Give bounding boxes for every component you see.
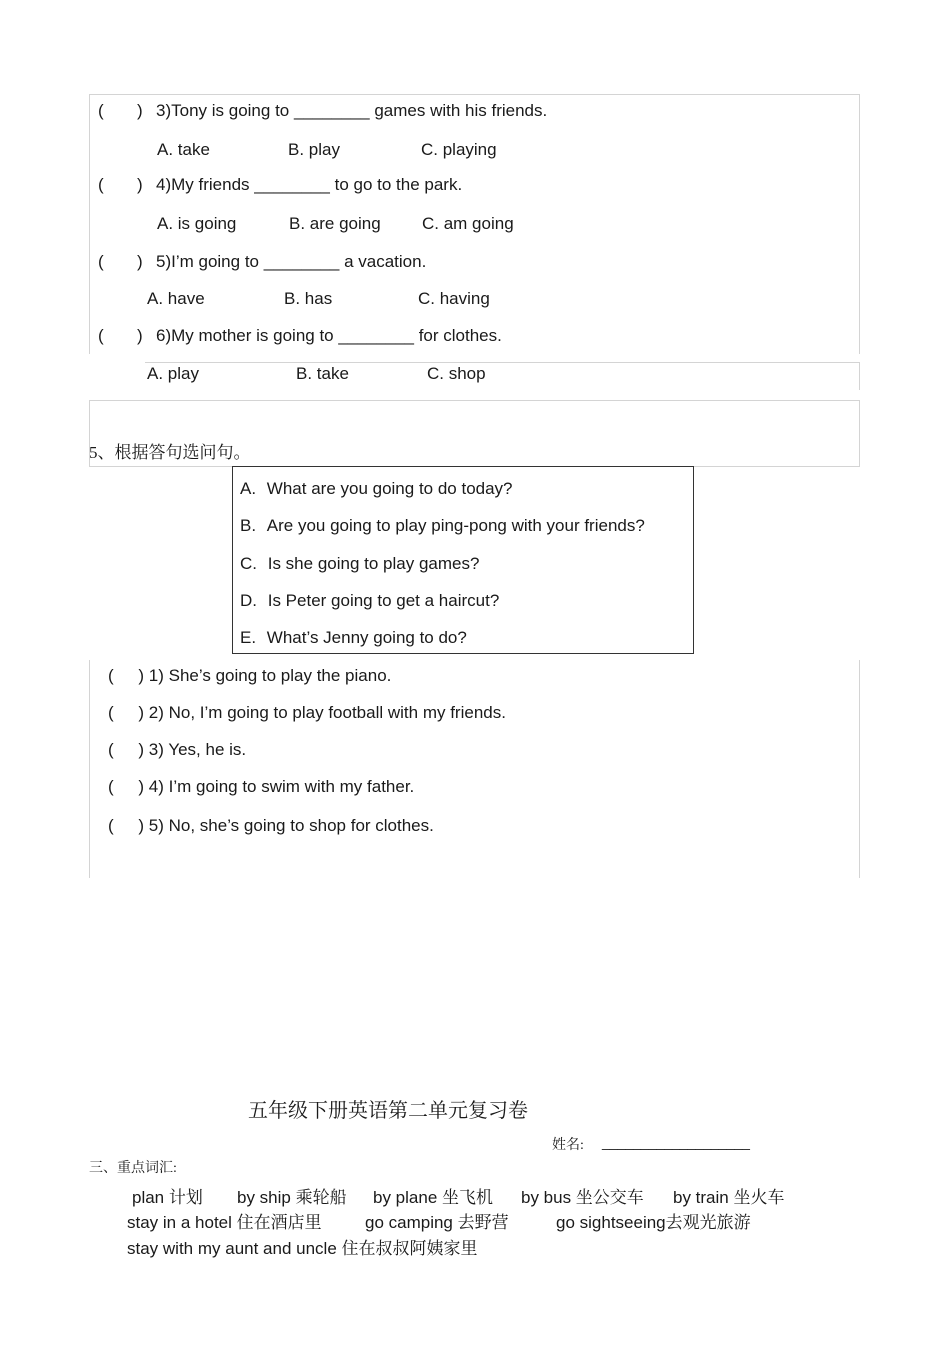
table-border-right-3 <box>859 400 860 466</box>
choice-a <box>240 479 513 499</box>
answer-row-2 <box>108 703 506 723</box>
answer-paren-open[interactable]: ( <box>98 252 104 271</box>
option-a: A. is going <box>157 214 237 233</box>
answer-paren-close: ) <box>137 326 143 345</box>
option-b: B. take <box>296 364 349 383</box>
vocab-item: by ship 乘轮船 <box>237 1188 347 1207</box>
answer-paren[interactable]: ( <box>108 777 114 796</box>
vocab-item: go sightseeing去观光旅游 <box>556 1213 751 1232</box>
answer-text: ) 5) No, she’s going to shop for clothes. <box>138 816 434 835</box>
choice-box <box>232 466 694 654</box>
vocab-item: by plane 坐飞机 <box>373 1188 493 1207</box>
option-a: A. play <box>147 364 199 383</box>
option-a: A. take <box>157 140 210 159</box>
choice-c <box>240 554 479 574</box>
question-text: 5)I’m going to ________ a vacation. <box>156 252 427 271</box>
table-border-top <box>89 94 860 95</box>
choice-text: Are you going to play ping-pong with your friends? <box>266 516 645 535</box>
choice-text: What are you going to do today? <box>266 479 513 498</box>
name-label: 姓名: <box>552 1138 584 1153</box>
choice-text: Is Peter going to get a haircut? <box>267 591 500 610</box>
answer-paren-open[interactable]: ( <box>98 175 104 194</box>
option-c: C. having <box>418 289 490 308</box>
table-border-left <box>89 94 90 354</box>
table-border-3 <box>89 400 860 401</box>
vocab-item: stay in a hotel 住在酒店里 <box>127 1213 322 1232</box>
page-title: 五年级下册英语第二单元复习卷 <box>248 1100 528 1122</box>
choice-text: Is she going to play games? <box>267 554 480 573</box>
answer-paren[interactable]: ( <box>108 816 114 835</box>
vocab-item: by bus 坐公交车 <box>521 1188 644 1207</box>
choice-letter: C. <box>240 554 257 573</box>
answer-paren[interactable]: ( <box>108 703 114 722</box>
choice-letter: B. <box>240 516 257 535</box>
answer-row-5 <box>108 816 434 836</box>
choice-b <box>240 516 645 536</box>
answer-paren-close: ) <box>137 252 143 271</box>
choice-e <box>240 628 467 648</box>
table-border-right-2 <box>859 362 860 390</box>
answer-paren-open[interactable]: ( <box>98 101 104 120</box>
answer-paren-close: ) <box>137 101 143 120</box>
table-border-right-5 <box>859 660 860 878</box>
answer-row-1 <box>108 666 391 686</box>
choice-letter: D. <box>240 591 257 610</box>
choice-text: What’s Jenny going to do? <box>266 628 467 647</box>
option-c: C. shop <box>427 364 486 383</box>
vocab-item: plan 计划 <box>132 1188 203 1207</box>
choice-d <box>240 591 499 611</box>
question-text: 3)Tony is going to ________ games with his friends. <box>156 101 548 120</box>
choice-letter: E. <box>240 628 257 647</box>
vocab-heading: 三、重点词汇: <box>89 1161 177 1176</box>
option-a: A. have <box>147 289 205 308</box>
vocab-item: stay with my aunt and uncle 住在叔叔阿姨家里 <box>127 1239 478 1258</box>
question-text: 6)My mother is going to ________ for clothes. <box>156 326 502 345</box>
answer-paren[interactable]: ( <box>108 740 114 759</box>
table-border-4a <box>89 466 233 467</box>
option-b: B. are going <box>289 214 381 233</box>
table-border-right <box>859 94 860 354</box>
name-field[interactable]: ___________________ <box>602 1134 750 1150</box>
section-heading: 5、根据答句选问句。 <box>89 443 251 462</box>
choice-letter: A. <box>240 479 257 498</box>
answer-paren-open[interactable]: ( <box>98 326 104 345</box>
vocab-item: by train 坐火车 <box>673 1188 785 1207</box>
answer-text: ) 4) I’m going to swim with my father. <box>138 777 415 796</box>
table-border-4b <box>693 466 860 467</box>
answer-text: ) 3) Yes, he is. <box>138 740 247 759</box>
option-b: B. has <box>284 289 333 308</box>
table-border-mid <box>145 362 860 363</box>
question-text: 4)My friends ________ to go to the park. <box>156 175 463 194</box>
vocab-item: go camping 去野营 <box>365 1213 509 1232</box>
answer-text: ) 2) No, I’m going to play football with my friends. <box>138 703 506 722</box>
answer-row-4 <box>108 777 414 797</box>
table-border-left-5 <box>89 660 90 878</box>
answer-paren-close: ) <box>137 175 143 194</box>
option-c: C. playing <box>421 140 497 159</box>
option-c: C. am going <box>422 214 514 233</box>
answer-paren[interactable]: ( <box>108 666 114 685</box>
answer-row-3 <box>108 740 246 760</box>
option-b: B. play <box>288 140 340 159</box>
answer-text: ) 1) She’s going to play the piano. <box>138 666 392 685</box>
